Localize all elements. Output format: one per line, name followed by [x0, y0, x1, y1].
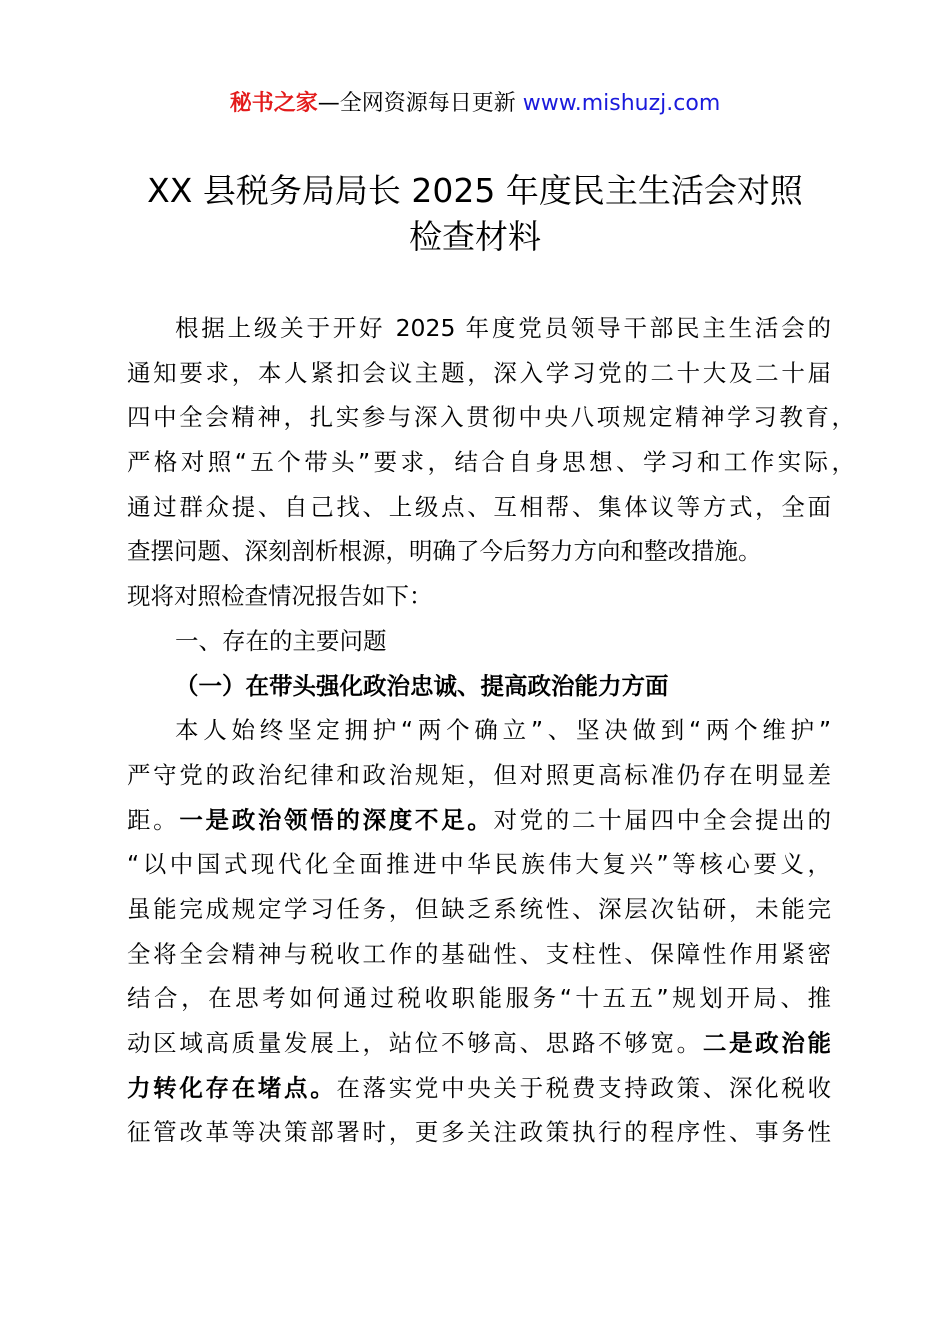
bold-text-segment: 一是政治领悟的深度不足。 [179, 805, 494, 834]
text-line [127, 708, 831, 753]
site-banner [0, 88, 950, 120]
text-segment: 征管改革等决策部署时，更多关注政策执行的程序性、事务性 [127, 1118, 831, 1147]
text-line [127, 1110, 831, 1155]
text-segment: 根据上级关于开好 2025 年度党员领导干部民主生活会的 [175, 314, 831, 342]
text-line [127, 306, 831, 351]
text-segment: 本人始终坚定拥护“两个确立”、坚决做到“两个维护” [175, 716, 831, 745]
text-line [127, 887, 831, 932]
text-segment: 四中全会精神，扎实参与深入贯彻中央八项规定精神学习教育， [127, 403, 855, 432]
text-segment: “以中国式现代化全面推进中华民族伟大复兴”等核心要义， [127, 850, 831, 879]
text-line [127, 351, 831, 396]
text-segment: 查摆问题、深刻剖析根源，明确了今后努力方向和整改措施。 [127, 537, 762, 566]
text-segment: 现将对照检查情况报告如下： [127, 582, 433, 611]
text-line [127, 976, 831, 1021]
title-line-2: 检查材料 [409, 217, 541, 256]
text-segment: 对党的二十届四中全会提出的 [493, 805, 832, 834]
text-segment: 严守党的政治纪律和政治规矩，但对照更高标准仍存在明显差 [127, 760, 831, 789]
text-line [127, 932, 831, 977]
bold-text-segment: 力转化存在堵点。 [127, 1073, 337, 1102]
text-segment: 动区域高质量发展上，站位不够高、思路不够宽。 [127, 1029, 703, 1057]
text-line [127, 395, 855, 440]
document-title [0, 168, 950, 260]
text-segment: 一、存在的主要问题 [175, 626, 387, 655]
text-line [127, 440, 855, 485]
text-segment: 虽能完成规定学习任务，但缺乏系统性、深层次钻研，未能完 [127, 894, 831, 923]
document-body [127, 306, 855, 1155]
brand-name: 秘书之家 [229, 91, 318, 116]
text-line [127, 1021, 831, 1066]
text-segment: 距。 [127, 805, 180, 834]
text-line [127, 529, 831, 574]
site-url-link[interactable]: www.mishuzj.com [522, 91, 721, 116]
text-segment: 通知要求，本人紧扣会议主题，深入学习党的二十大及二十届 [127, 358, 831, 387]
bold-text-segment: （一）在带头强化政治忠诚、提高政治能力方面 [175, 671, 669, 700]
text-line [127, 664, 831, 709]
text-line [127, 798, 831, 843]
bold-text-segment: 二是政治能 [702, 1029, 832, 1057]
text-line [127, 485, 831, 530]
text-segment: 严格对照“五个带头”要求，结合自身思想、学习和工作实际， [127, 448, 855, 477]
banner-slogan: —全网资源每日更新 [317, 91, 516, 116]
text-line [127, 753, 831, 798]
text-line [127, 574, 831, 619]
text-segment: 结合，在思考如何通过税收职能服务“十五五”规划开局、推 [127, 984, 831, 1013]
text-segment: 通过群众提、自己找、上级点、互相帮、集体议等方式，全面 [127, 492, 831, 521]
text-line [127, 1066, 831, 1111]
title-line-1: XX 县税务局局长 2025 年度民主生活会对照 [147, 171, 803, 210]
text-segment: 在落实党中央关于税费支持政策、深化税收 [336, 1073, 832, 1102]
text-line [127, 842, 831, 887]
text-line [127, 619, 831, 664]
text-segment: 全将全会精神与税收工作的基础性、支柱性、保障性作用紧密 [127, 939, 831, 968]
